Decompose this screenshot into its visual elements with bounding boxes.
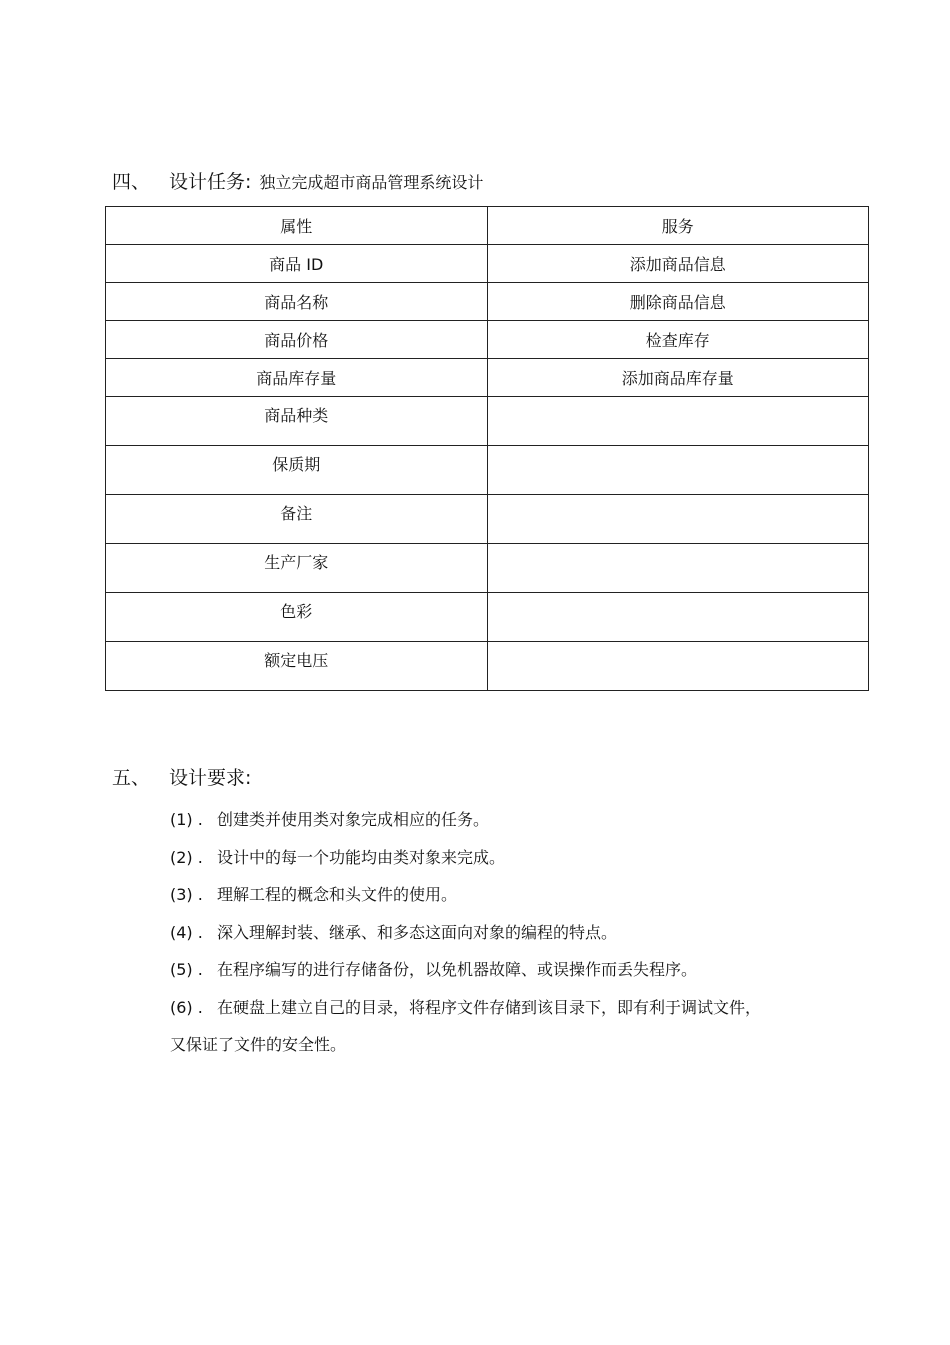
attribute-cell: 色彩 — [106, 593, 488, 642]
table-row — [106, 495, 869, 544]
section-4-label: 设计任务: — [169, 171, 252, 193]
header-service: 服务 — [487, 207, 869, 245]
table-row — [106, 245, 869, 283]
attribute-cell: 商品名称 — [106, 283, 488, 321]
service-cell: 删除商品信息 — [487, 283, 869, 321]
list-item — [170, 996, 830, 1034]
service-cell — [487, 593, 869, 642]
item-text: 深入理解封装、继承、和多态这面向对象的编程的特点。 — [217, 922, 618, 942]
table-header-row — [106, 207, 869, 245]
table-row — [106, 397, 869, 446]
attribute-cell: 备注 — [106, 495, 488, 544]
list-item — [170, 883, 830, 921]
section-4-subtitle: 独立完成超市商品管理系统设计 — [259, 173, 484, 192]
list-item — [170, 921, 830, 959]
attribute-cell: 保质期 — [106, 446, 488, 495]
item-number: (4) . — [170, 922, 203, 942]
attribute-cell: 商品 ID — [106, 245, 488, 283]
item-text: 创建类并使用类对象完成相应的任务。 — [217, 810, 490, 829]
service-cell — [487, 642, 869, 691]
service-cell: 添加商品库存量 — [487, 359, 869, 397]
item-text: 在硬盘上建立自己的目录，将程序文件存储到该目录下，即有利于调试文件， — [217, 997, 762, 1017]
requirements-list — [170, 808, 830, 1057]
attribute-cell: 商品库存量 — [106, 359, 488, 397]
list-item — [170, 958, 830, 996]
item-number: (5) . — [170, 960, 203, 979]
item-number: (1) . — [170, 810, 203, 829]
list-item — [170, 808, 830, 846]
table-row — [106, 283, 869, 321]
section-5-heading — [112, 766, 251, 790]
table-row — [106, 593, 869, 642]
item-text: 设计中的每一个功能均由类对象来完成。 — [217, 847, 506, 867]
attribute-service-table — [105, 206, 869, 691]
service-cell — [487, 544, 869, 593]
list-item — [170, 846, 830, 884]
service-cell — [487, 495, 869, 544]
table-row — [106, 544, 869, 593]
section-5-number: 五、 — [112, 767, 151, 789]
service-cell: 检查库存 — [487, 321, 869, 359]
service-cell — [487, 397, 869, 446]
table-row — [106, 359, 869, 397]
service-cell — [487, 446, 869, 495]
table-row — [106, 321, 869, 359]
item-number: (2) . — [170, 847, 203, 867]
item-text: 理解工程的概念和头文件的使用。 — [217, 885, 458, 904]
table-row — [106, 642, 869, 691]
service-cell: 添加商品信息 — [487, 245, 869, 283]
item-number: (6) . — [170, 997, 203, 1017]
attribute-cell: 商品种类 — [106, 397, 488, 446]
section-4-number: 四、 — [112, 171, 151, 193]
section-4-heading — [112, 170, 483, 195]
section-5-label: 设计要求: — [169, 767, 252, 789]
attribute-cell: 生产厂家 — [106, 544, 488, 593]
table-row — [106, 446, 869, 495]
attribute-cell: 额定电压 — [106, 642, 488, 691]
header-attribute: 属性 — [106, 207, 488, 245]
item-continuation-text: 又保证了文件的安全性。 — [170, 1035, 347, 1054]
item-text: 在程序编写的进行存储备份，以免机器故障、或误操作而丢失程序。 — [217, 960, 698, 979]
item-number: (3) . — [170, 885, 203, 904]
attribute-cell: 商品价格 — [106, 321, 488, 359]
